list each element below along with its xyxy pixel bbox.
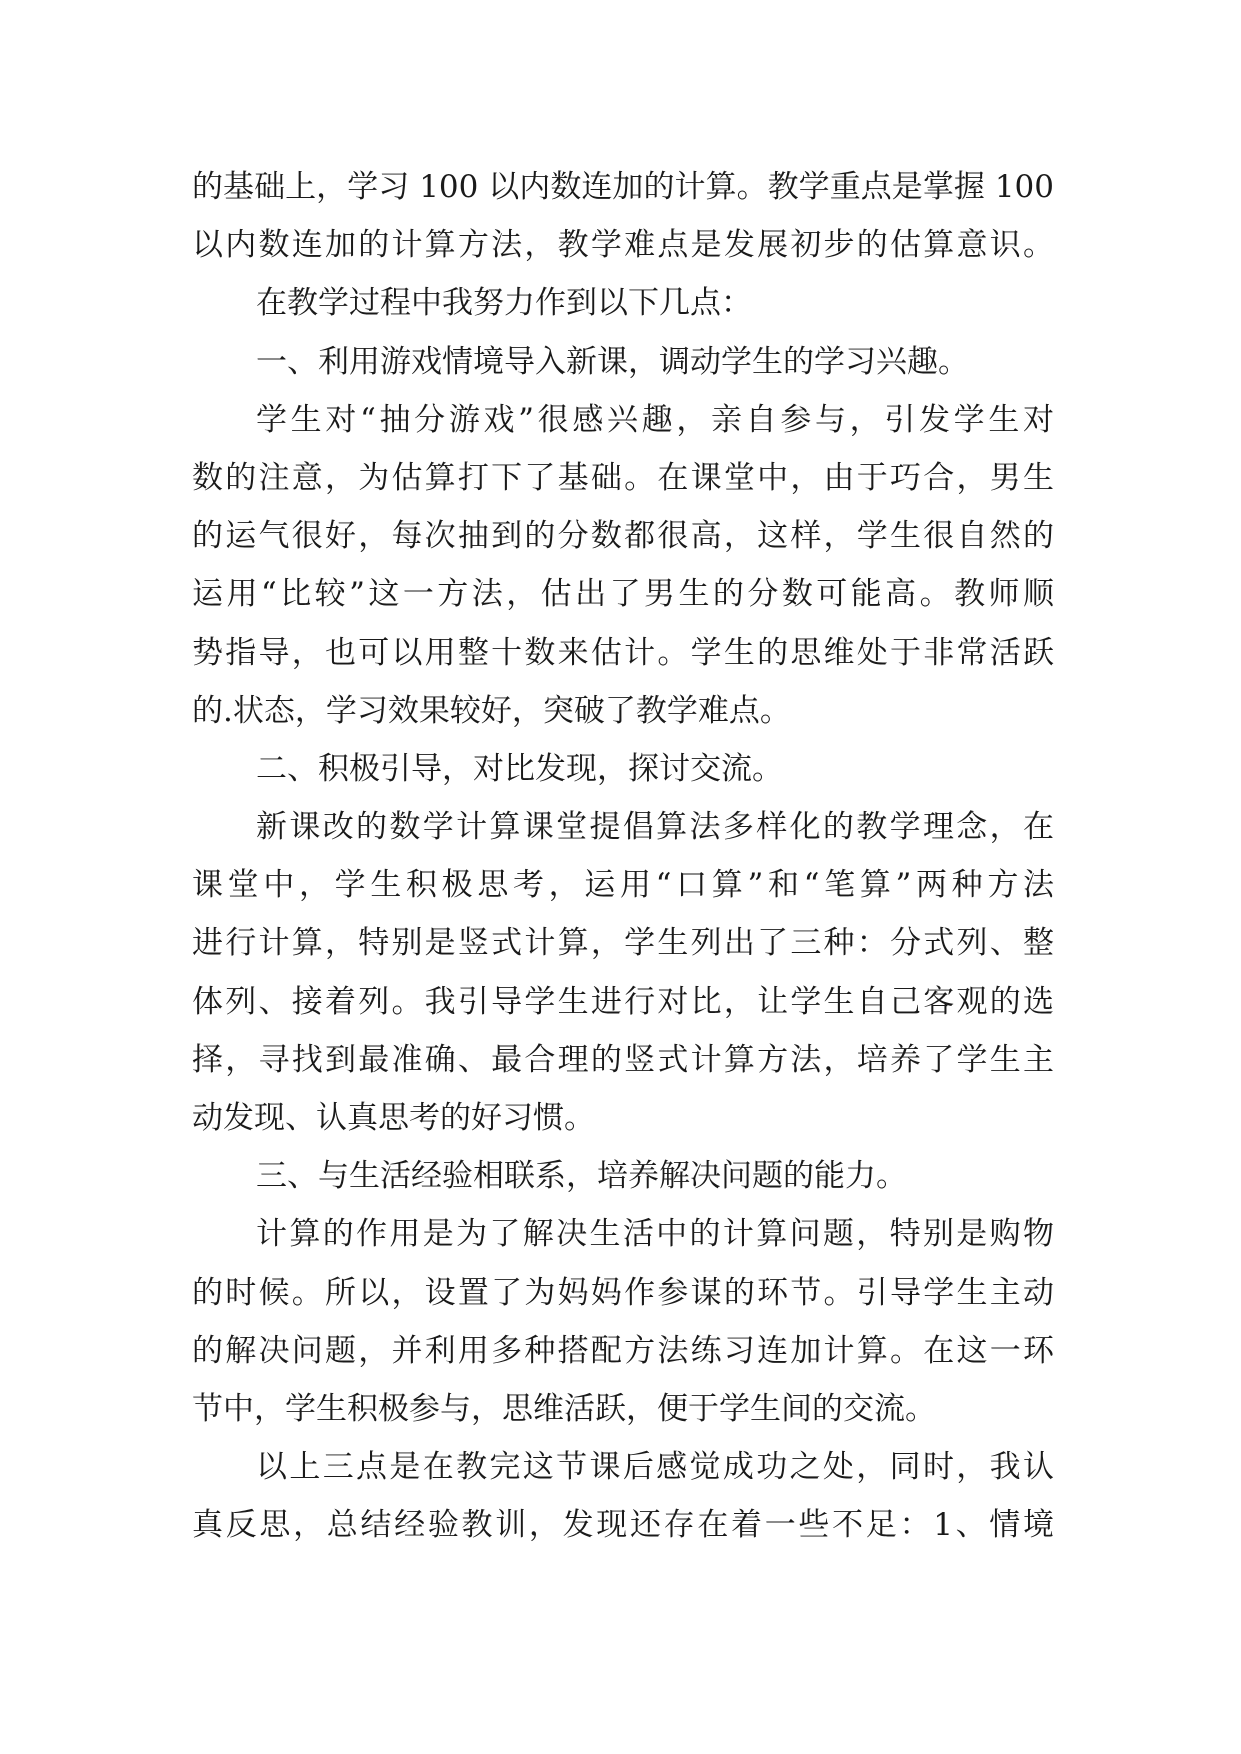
- text-line: 节中，学生积极参与，思维活跃，便于学生间的交流。: [192, 1390, 936, 1427]
- text-line: 体列、接着列。我引导学生进行对比，让学生自己客观的选: [192, 983, 1054, 1020]
- text-line: 进行计算，特别是竖式计算，学生列出了三种：分式列、整: [192, 925, 1054, 962]
- text-line: 势指导，也可以用整十数来估计。学生的思维处于非常活跃: [192, 634, 1054, 671]
- section-heading-3: 三、与生活经验相联系，培养解决问题的能力。: [256, 1158, 907, 1195]
- section-heading-2: 二、积极引导，对比发现，探讨交流。: [256, 750, 783, 787]
- section-heading-1: 一、利用游戏情境导入新课，调动学生的学习兴趣。: [256, 343, 969, 380]
- text-line: 的解决问题，并利用多种搭配方法练习连加计算。在这一环: [192, 1332, 1054, 1369]
- text-line: 以内数连加的计算方法，教学难点是发展初步的估算意识。: [192, 227, 1054, 264]
- text-line: 课堂中，学生积极思考，运用“口算”和“笔算”两种方法: [192, 867, 1054, 904]
- text-line: 的.状态，学习效果较好，突破了教学难点。: [192, 692, 791, 729]
- text-line: 真反思，总结经验教训，发现还存在着一些不足：1、情境: [192, 1507, 1054, 1544]
- paragraph-start: 在教学过程中我努力作到以下几点：: [256, 285, 752, 322]
- text-line: 的基础上，学习 100 以内数连加的计算。教学重点是掌握 100: [192, 169, 1054, 205]
- paragraph-start: 学生对“抽分游戏”很感兴趣，亲自参与，引发学生对: [256, 401, 1054, 438]
- body-text: [192, 158, 1054, 1555]
- text-line: 择，寻找到最准确、最合理的竖式计算方法，培养了学生主: [192, 1041, 1054, 1078]
- text-line: 数的注意，为估算打下了基础。在课堂中，由于巧合，男生: [192, 459, 1054, 496]
- text-line: 的运气很好，每次抽到的分数都很高，这样，学生很自然的: [192, 518, 1054, 555]
- paragraph-start: 新课改的数学计算课堂提倡算法多样化的教学理念，在: [256, 809, 1054, 846]
- text-line: 运用“比较”这一方法，估出了男生的分数可能高。教师顺: [192, 576, 1054, 613]
- paragraph-start: 计算的作用是为了解决生活中的计算问题，特别是购物: [256, 1216, 1054, 1253]
- text-line: 的时候。所以，设置了为妈妈作参谋的环节。引导学生主动: [192, 1274, 1054, 1311]
- text-line: 动发现、认真思考的好习惯。: [192, 1100, 595, 1136]
- paragraph-start: 以上三点是在教完这节课后感觉成功之处，同时，我认: [256, 1449, 1054, 1486]
